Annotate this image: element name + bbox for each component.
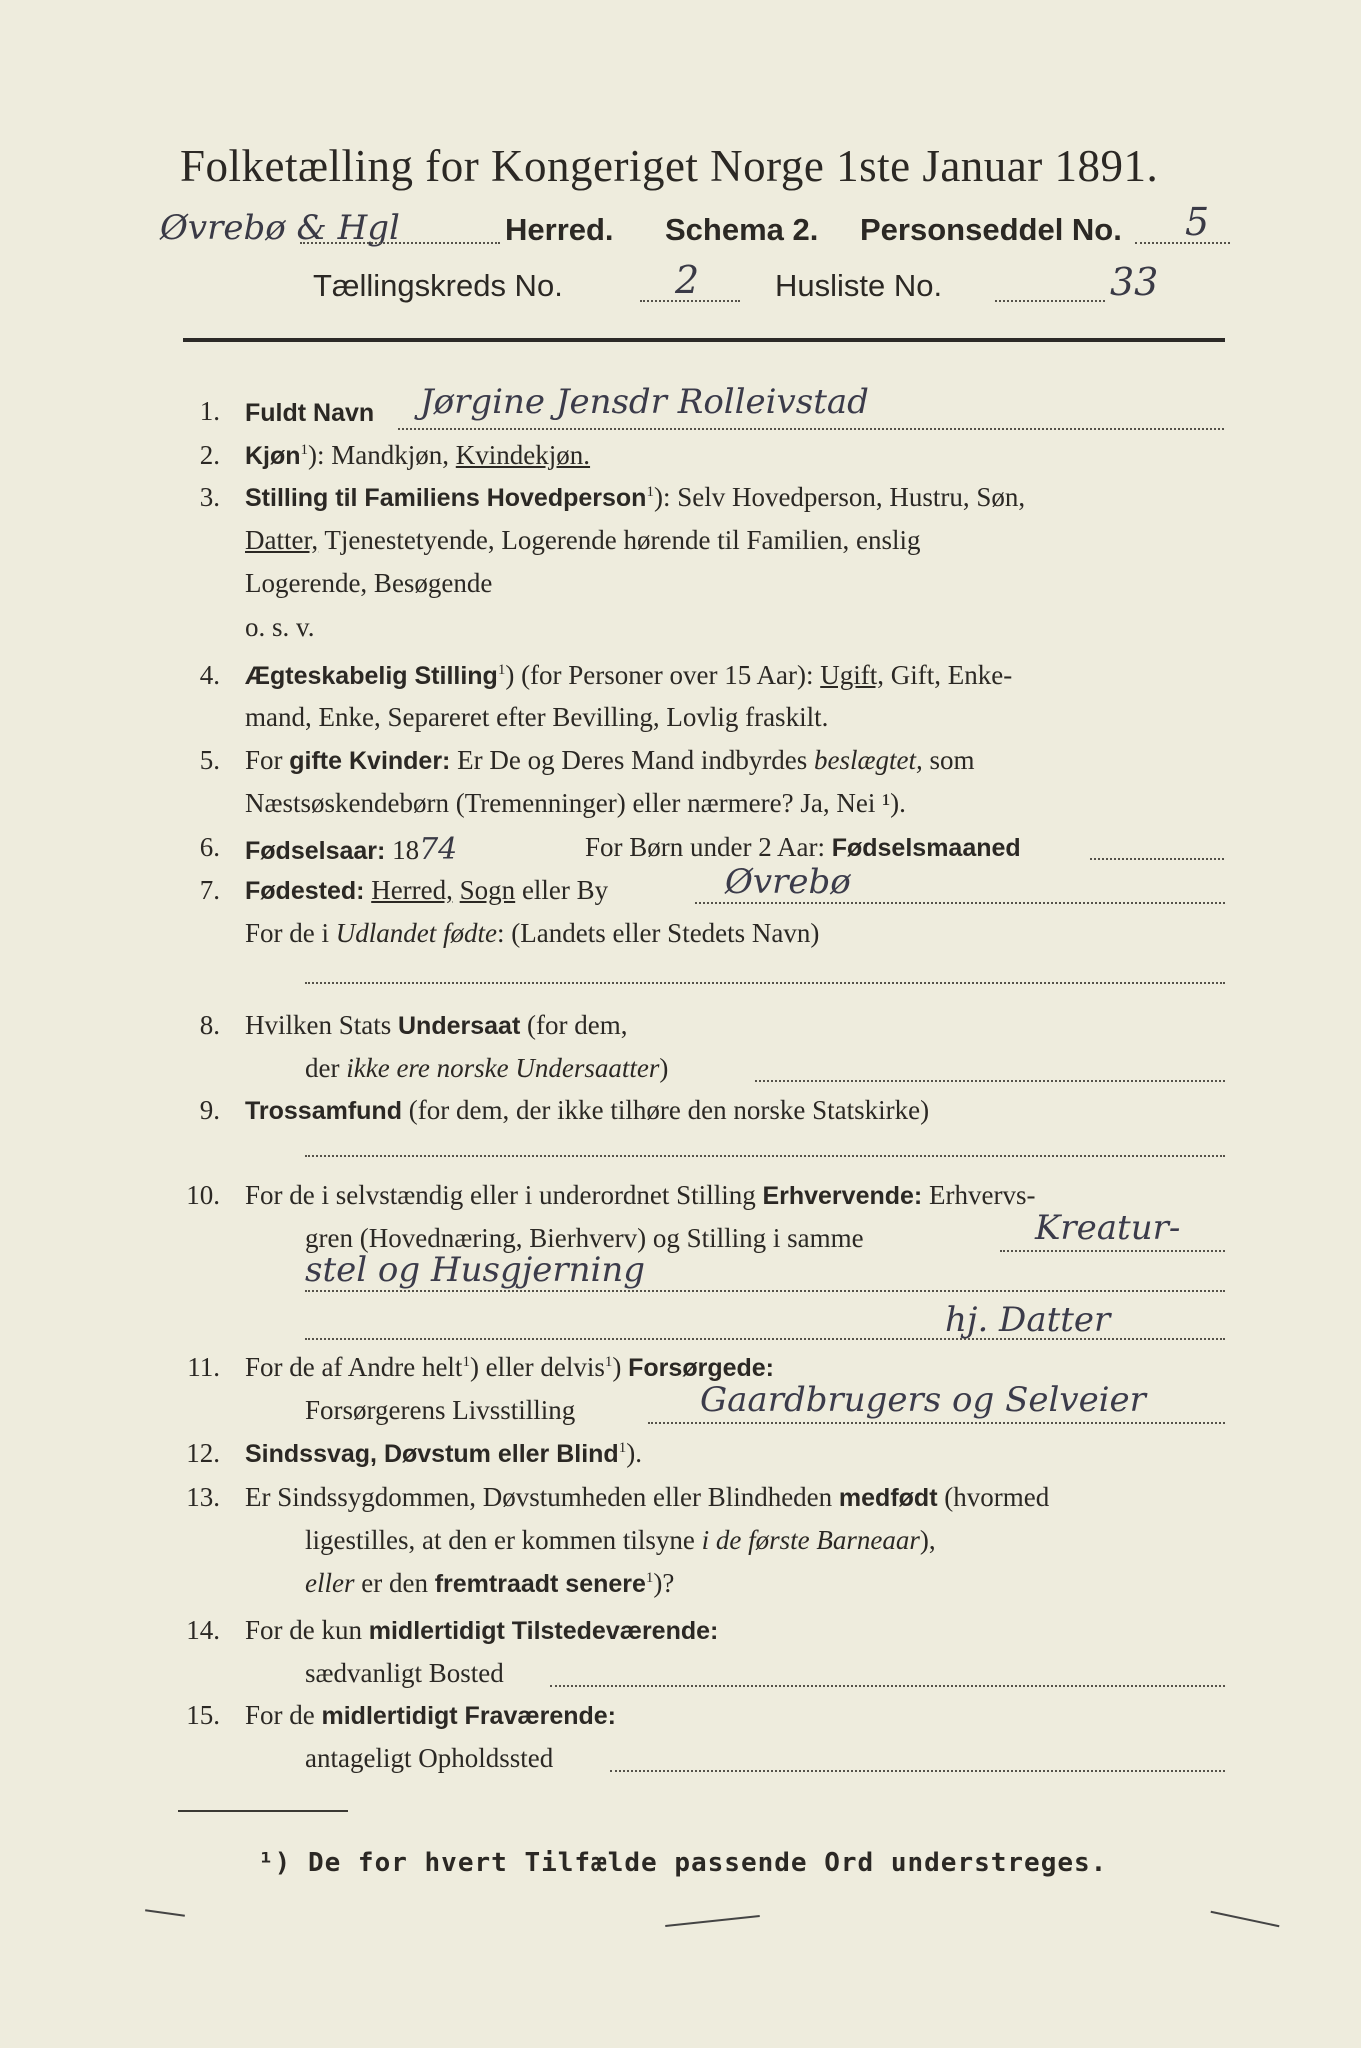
q11-dotline [648, 1422, 1225, 1424]
q7-sel-b: Sogn [459, 875, 516, 905]
q15-line1 [245, 1700, 616, 1731]
q5-label: gifte Kvinder: [289, 747, 451, 775]
q4-label: Ægteskabelig Stilling [245, 662, 498, 690]
q1-dotline [398, 428, 1224, 430]
q14-line1 [245, 1615, 718, 1646]
q13-line3-b: fremtraadt senere [434, 1570, 646, 1598]
kreds-label: Tællingskreds No. [313, 268, 563, 303]
q14-dotline [550, 1685, 1225, 1687]
q14-number: 14. [186, 1615, 220, 1645]
q15-text-a: For de [245, 1700, 322, 1730]
q11-text-c: ) [612, 1352, 629, 1382]
q7-line2-c: : (Landets eller Stedets Navn) [497, 918, 820, 948]
q5-italic: beslægtet, [814, 745, 923, 775]
stray-mark-left [145, 1909, 185, 1917]
q8-line2-i: ikke ere norske Undersaatter [346, 1053, 660, 1083]
q7-line2-b: fødte [436, 918, 497, 948]
q8-line2-a: der [305, 1053, 347, 1083]
q6-dotline [1090, 858, 1224, 860]
q5-line2: Næstsøskendebørn (Tremenninger) eller nærmere? Ja, Nei ¹). [245, 788, 906, 818]
personseddel-value: 5 [1185, 200, 1210, 244]
q11-value: Gaardbrugers og Selveier [700, 1380, 1146, 1420]
q3-line3: Logerende, Besøgende [245, 568, 493, 598]
q7-dotline [695, 902, 1225, 904]
q7-sel-a: Herred, [371, 875, 453, 905]
q2-text [245, 440, 590, 471]
q6-number: 6. [199, 832, 220, 862]
q8-text-a: Hvilken Stats [245, 1010, 398, 1040]
q7-line2-a: For de i [245, 918, 336, 948]
q9-number: 9. [199, 1095, 220, 1125]
q15-label: midlertidigt Fraværende: [321, 1702, 616, 1730]
q9-line [245, 1095, 929, 1126]
q11-text-a: For de af Andre helt [245, 1352, 463, 1382]
q11-sup-1: 1 [462, 1354, 470, 1370]
q2-label: Kjøn [245, 442, 301, 470]
q13-line1 [245, 1482, 1049, 1513]
q7-line2 [245, 918, 819, 949]
personseddel-label: Personseddel No. [860, 212, 1122, 247]
q8-line2-b: ) [659, 1053, 669, 1083]
q15-number: 15. [186, 1700, 220, 1730]
q13-line3 [305, 1568, 674, 1599]
footnote-rule [178, 1810, 348, 1812]
q8-line2 [305, 1053, 668, 1084]
q3-selected: Datter, [245, 525, 319, 555]
q8-text-b: (for dem, [520, 1010, 628, 1040]
q14-line2: sædvanligt Bosted [305, 1658, 504, 1688]
q10-value-a: Kreatur- [1035, 1208, 1181, 1248]
q3-line1-rest: ): Selv Hovedperson, Hustru, Søn, [653, 482, 1026, 512]
q4-line1 [245, 660, 1012, 691]
q6-label-b: Fødselsmaaned [831, 834, 1021, 862]
q3-label: Stilling til Familiens Hovedperson [245, 484, 647, 512]
personseddel-dotline [1135, 242, 1230, 244]
q4-text-b: Gift, Enke- [883, 660, 1013, 690]
q11-line1 [245, 1352, 774, 1383]
q13-number: 13. [186, 1482, 220, 1512]
q5-line1 [245, 745, 975, 776]
q11-label: Forsørgede: [628, 1354, 774, 1382]
q13-line2 [305, 1525, 936, 1556]
q5-label-pre: For [245, 745, 290, 775]
q11-line2: Forsørgerens Livsstilling [305, 1395, 576, 1425]
husliste-dotline [995, 300, 1105, 302]
q10-line2: gren (Hovednæring, Bierhverv) og Stilling i samme [305, 1223, 864, 1253]
q9-label: Trossamfund [245, 1097, 402, 1125]
q8-number: 8. [199, 1010, 220, 1040]
q13-line2-i: i de første Barneaar [701, 1525, 920, 1555]
herred-dotline [300, 242, 500, 244]
q13-line2-b: ), [919, 1525, 936, 1555]
q13-text-a: Er Sindssygdommen, Døvstumheden eller Blindheden [245, 1482, 839, 1512]
form-title: Folketælling for Kongeriget Norge 1ste Januar 1891. [180, 141, 1159, 191]
q3-number: 3. [199, 482, 220, 512]
q10-dotline-1 [1000, 1250, 1225, 1252]
q3-line2-rest: Tjenestetyende, Logerende hørende til Familien, enslig [318, 525, 921, 555]
q8-dotline [755, 1080, 1225, 1082]
q7-line2-i1: Udlandet [335, 918, 437, 948]
q4-line2: mand, Enke, Separeret efter Bevilling, Lovlig fraskilt. [245, 702, 829, 732]
q1-label: Fuldt Navn [245, 399, 375, 427]
q13-text-b: (hvormed [937, 1482, 1050, 1512]
q10-number: 10. [186, 1180, 220, 1210]
q6-line [245, 832, 457, 867]
q2-number: 2. [199, 440, 220, 470]
q14-label: midlertidigt Tilstedeværende: [368, 1617, 719, 1645]
q15-dotline [610, 1770, 1225, 1772]
q4-number: 4. [199, 660, 220, 690]
q2-text-a: ): Mandkjøn, [308, 440, 456, 470]
q3-sup: 1 [646, 484, 654, 500]
q5-text-a: Er De og Deres Mand indbyrdes [450, 745, 815, 775]
q2-sup: 1 [300, 442, 309, 458]
q6-text-b: For Børn under 2 Aar: [585, 832, 832, 862]
q9-dotline [305, 1155, 1225, 1157]
q11-number: 11. [187, 1352, 220, 1382]
q4-selected: Ugift, [820, 660, 884, 690]
q5-text-b: som [922, 745, 975, 775]
q7-text-a: eller By [515, 875, 609, 905]
q7-number: 7. [199, 875, 220, 905]
q10-line1 [245, 1180, 1035, 1211]
q5-number: 5. [199, 745, 220, 775]
q12-number: 12. [186, 1438, 220, 1468]
kreds-value: 2 [675, 258, 700, 302]
q11-text-b: ) eller delvis [469, 1352, 605, 1382]
q6-label: Fødselsaar: [245, 837, 386, 865]
q12-tail: ). [626, 1438, 642, 1468]
q3-line2 [245, 525, 920, 556]
q13-sup: 1 [645, 1570, 654, 1586]
q13-label: medfødt [838, 1484, 938, 1512]
q8-line1 [245, 1010, 627, 1041]
q12-line [245, 1438, 642, 1469]
q8-label: Undersaat [398, 1012, 521, 1040]
q6-line-b [585, 832, 1021, 863]
q15-line2: antageligt Opholdssted [305, 1743, 554, 1773]
herred-label: Herred. [505, 212, 614, 247]
q12-label: Sindssvag, Døvstum eller Blind [245, 1440, 619, 1468]
q11-sup-2: 1 [604, 1354, 613, 1370]
q10-dotline-2 [305, 1290, 1225, 1292]
q10-text-a: For de i selvstændig eller i underordnet Stilling [245, 1180, 763, 1210]
q6-prefix: 18 [385, 835, 420, 865]
q12-sup: 1 [618, 1440, 627, 1456]
q13-line3-a: er den [354, 1568, 435, 1598]
q13-line3-c: )? [653, 1568, 675, 1598]
q1-value: Jørgine Jensdr Rolleivstad [420, 382, 869, 422]
q4-text-a: ) (for Personer over 15 Aar): [505, 660, 821, 690]
q3-line4: o. s. v. [245, 612, 315, 642]
q7-label: Fødested: [245, 877, 365, 905]
q10-text-b: Erhvervs- [922, 1180, 1036, 1210]
stray-mark-center [665, 1915, 760, 1927]
husliste-label: Husliste No. [775, 268, 943, 303]
q3-line1 [245, 482, 1025, 513]
herred-value: Øvrebø & Hgl [160, 208, 400, 248]
q10-value-b: stel og Husgjerning [305, 1250, 646, 1290]
husliste-value: 33 [1110, 260, 1159, 304]
schema-label: Schema 2. [665, 212, 819, 247]
q2-selected: Kvindekjøn. [455, 440, 591, 470]
q6-value: 74 [419, 832, 458, 867]
q13-line2-a: ligestilles, at den er kommen tilsyne [305, 1525, 702, 1555]
q7-dotline-2 [305, 982, 1225, 984]
kreds-dotline [640, 300, 740, 302]
footnote: ¹) De for hvert Tilfælde passende Ord understreges. [258, 1848, 1108, 1878]
q13-line3-i: eller [305, 1568, 355, 1598]
header-rule [183, 338, 1225, 342]
q7-value: Øvrebø [725, 862, 851, 902]
q7-line1 [245, 875, 608, 906]
q4-sup: 1 [497, 662, 506, 678]
stray-mark-right [1211, 1911, 1280, 1928]
q1-number: 1. [199, 396, 220, 426]
q10-label: Erhvervende: [762, 1182, 923, 1210]
q10-value-c: hj. Datter [945, 1300, 1111, 1340]
q14-text-a: For de kun [245, 1615, 369, 1645]
q9-text-a: (for dem, der ikke tilhøre den norske Statskirke) [401, 1095, 930, 1125]
